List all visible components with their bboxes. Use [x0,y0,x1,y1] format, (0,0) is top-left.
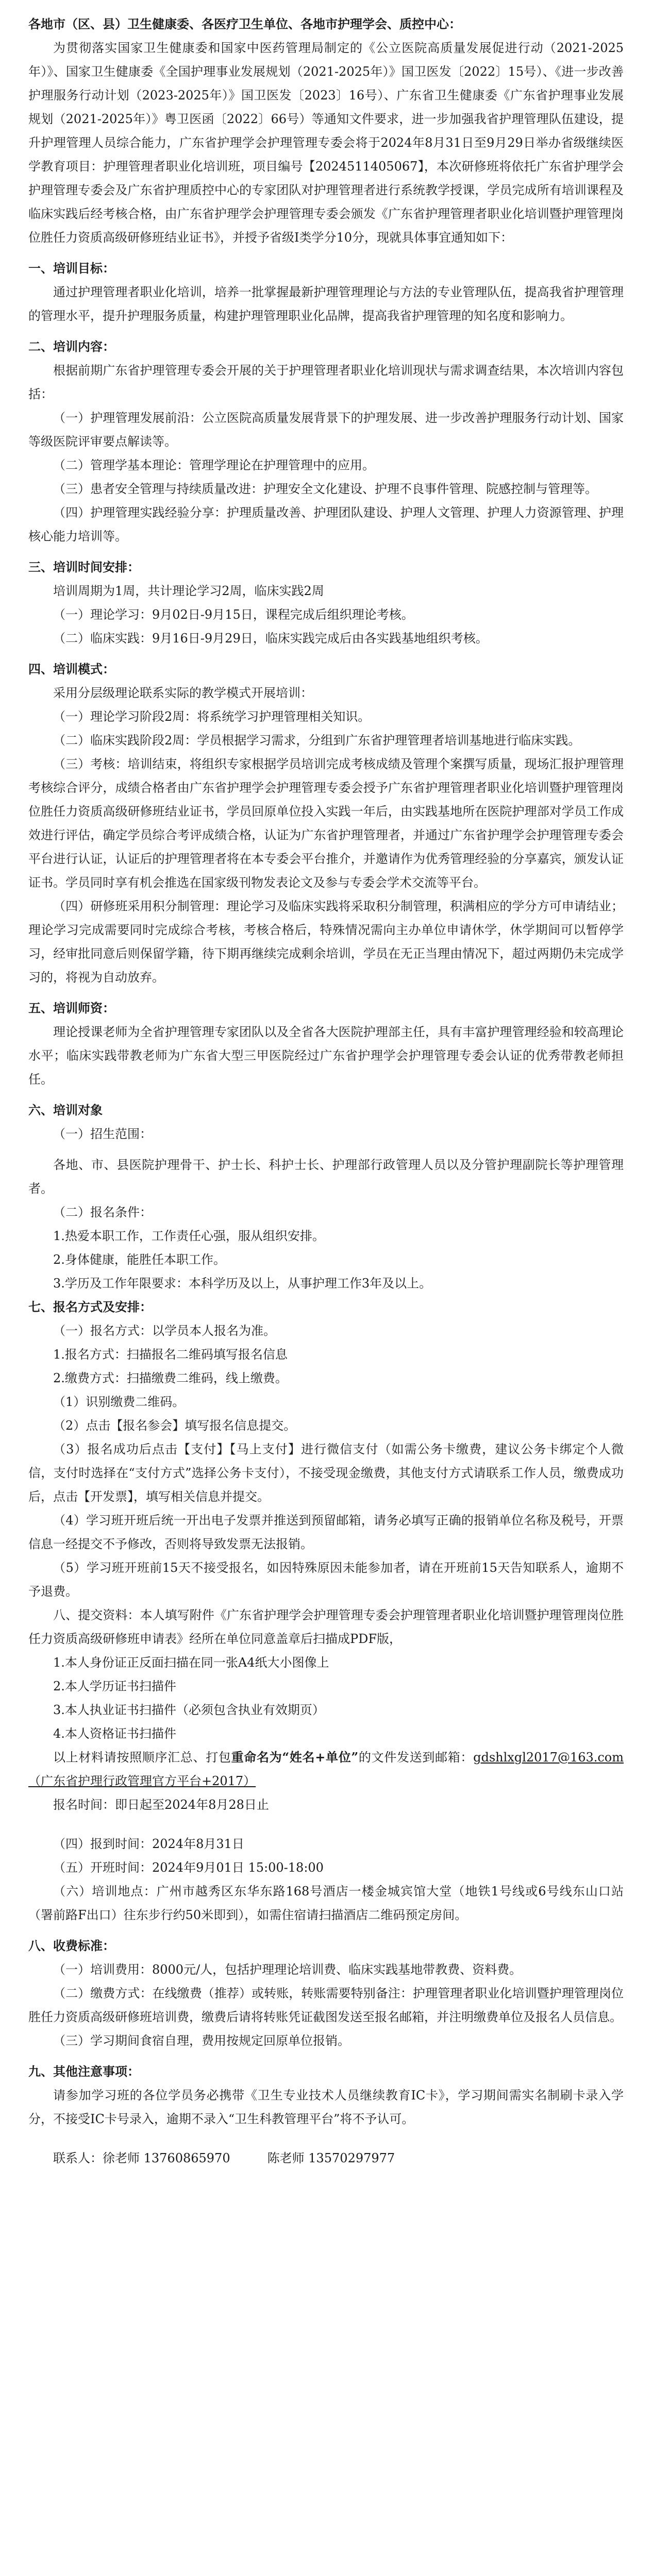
goal-paragraph: 通过护理管理者职业化培训，培养一批掌握最新护理管理理论与方法的专业管理队伍，提高我省护理管理的管理水平，提升护理服务质量，构建护理管理职业化品牌，提高我省护理管理的知名度和影响力。 [28,285,624,323]
schedule-item: （二）临床实践：9月16日-9月29日，临床实践完成后由各实践基地组织考核。 [53,631,488,646]
mode-item: （四）研修班采用积分制管理：理论学习及临床实践将采取积分制管理，积满相应的学分方可申请结业；理论学习完成需要同时完成综合考核，考核合格后，特殊情况需向主办单位申请休学，休学期间可以暂停学习，经审批同意后则保留学籍，待下期再继续完成剩余培训，学员在无正当理由情况下，超过两期仍未完成学习的，将视为自动放弃。 [28,899,624,985]
target-subtitle: （一）招生范围： [53,1127,152,1141]
notice-body [28,12,624,2170]
target-range: 各地、市、县医院护理骨干、护士长、科护士长、护理部行政管理人员以及分管护理副院长等护理管理者。 [28,1158,624,1196]
event-item: （四）报到时间：2024年8月31日 [53,1837,244,1851]
content-item: （二）管理学基本理论：管理学理论在护理管理中的应用。 [53,458,375,472]
fee-item: （二）缴费方式：在线缴费（推荐）或转账，转账需要特别备注：护理管理者职业化培训暨护理管理岗位胜任力资质高级研修班培训费，缴费后请将转账凭证截图发送至报名邮箱，并注明缴费单位及报名人员信息。 [28,1986,624,2024]
document-item: 2.本人学历证书扫描件 [53,1679,176,1693]
mode-item: （二）临床实践阶段2周：学员根据学习需求，分组到广东省护理管理者培训基地进行临床实践。 [53,733,581,748]
contacts: 联系人：徐老师 13760865970 陈老师 13570297977 [53,2151,395,2165]
schedule-item: （一）理论学习：9月02日-9月15日，课程完成后组织理论考核。 [53,607,414,622]
section-title-fees: 八、收费标准： [28,1939,115,1953]
fee-item: （三）学习期间食宿自理，费用按规定回原单位报销。 [53,2033,350,2048]
event-item: （五）开班时间：2024年9月01日 15:00-18:00 [53,1860,324,1875]
requirement-title: （二）报名条件： [53,1205,152,1219]
section-title-faculty: 五、培训师资： [28,1001,115,1015]
document-item: 3.本人执业证书扫描件（必须包含执业有效期页） [53,1703,325,1717]
section-title-content: 二、培训内容： [28,340,115,354]
event-item: （六）培训地点：广州市越秀区东华东路168号酒店一楼金城宾馆大堂（地铁1号线或6号线东山口站（署前路F出口）往东步行约50米即到），如需住宿请扫描酒店二维码预定房间。 [28,1884,624,1922]
content-intro: 根据前期广东省护理管理专委会开展的关于护理管理者职业化培训现状与需求调查结果，本次培训内容包括： [28,363,624,401]
fee-item: （一）培训费用：8000元/人，包括护理理论培训费、临床实践基地带教费、资料费。 [53,1962,522,1977]
documents-intro: 本人填写附件《广东省护理学会护理管理专委会护理管理者职业化培训暨护理管理岗位胜任力资质高级研修班申请表》经所在单位同意盖章后扫描成PDF版， [28,1608,624,1646]
mail-instruction: 以上材料请按照顺序汇总、打包重命名为“姓名+单位”的文件发送到邮箱：gdshlxgl2017@163.com（广东省护理行政管理官方平台+2017） [28,1750,624,1788]
registration-item: （4）学习班开班后统一开出电子发票并推送到预留邮箱，请务必填写正确的报销单位名称及税号，开票信息一经提交不予修改，否则将导致发票无法报销。 [28,1513,624,1551]
registration-item: （2）点击【报名参会】填写报名信息提交。 [53,1418,296,1433]
content-item: （三）患者安全管理与持续质量改进：护理安全文化建设、护理不良事件管理、院感控制与管理等。 [53,482,597,496]
registration-item: 2.缴费方式：扫描缴费二维码，线上缴费。 [53,1371,288,1385]
intro-paragraph: 为贯彻落实国家卫生健康委和国家中医药管理局制定的《公立医院高质量发展促进行动（2021-2025年）》、国家卫生健康委《全国护理事业发展规划（2021-2025年）》国卫医发〔2022〕15号）、《进一步改善护理服务行动计划（2023-2025年）》国卫医发〔2023〕16号）、广东省卫生健康委《广东省护理事业发展规划（2021-2025年）》粤卫医函〔2022〕66号）等通知文件要求，进一步加强我省护理管理队伍建设，提升护理管理人员综合能力，广东省护理学会护理管理专委会将于2024年8月31日至9月29日举办省级继续医学教育项目：护理管理者职业化培训班，项目编号【2024511405067】，本次研修班将依托广东省护理学会护理管理专委会及广东省护理质控中心的专家团队对护理管理者进行系统教学授课，学员完成所有培训课程及临床实践后经考核合格，由广东省护理学会护理管理专委会颁发《广东省护理管理者职业化培训暨护理管理岗位胜任力资质高级研修班结业证书》，并授予省级Ⅰ类学分10分，现就具体事宜通知如下： [28,41,624,245]
registration-item: （5）学习班开班前15天不接受报名，如因特殊原因未能参加者，请在开班前15天告知联系人，逾期不予退费。 [28,1561,624,1599]
email-note: （广东省护理行政管理官方平台+2017） [28,1774,256,1788]
document-item: 4.本人资格证书扫描件 [53,1726,176,1741]
content-item: （一）护理管理发展前沿：公立医院高质量发展背景下的护理发展、进一步改善护理服务行动计划、国家等级医院评审要点解读等。 [28,411,624,449]
documents-title: 八、提交资料： [53,1608,140,1622]
section-title-registration: 七、报名方式及安排： [28,1300,152,1314]
registration-intro: （一）报名方式：以学员本人报名为准。 [53,1324,276,1338]
requirement-item: 2.身体健康，能胜任本职工作。 [53,1252,226,1267]
registration-item: （3）报名成功后点击【支付】【马上支付】进行微信支付（如需公务卡缴费，建议公务卡绑定个人微信，支付时选择在“支付方式”选择公务卡支付），不接受现金缴费，其他支付方式请联系工作人员，缴费成功后，点击【开发票】，填写相关信息并提交。 [28,1442,624,1504]
rename-rule: 重命名为“姓名+单位” [231,1750,359,1765]
salutation: 各地市（区、县）卫生健康委、各医疗卫生单位、各地市护理学会、质控中心： [28,16,461,31]
mode-item: （三）考核：培训结束，将组织专家根据学员培训完成考核成绩及管理个案撰写质量，现场汇报护理管理考核综合评分，成绩合格者由广东省护理学会护理管理专委会授予广东省护理管理者职业化培训暨护理管理岗位胜任力资质高级研修班结业证书，学员回原单位投入实践一年后，由实践基地所在医院护理部对学员工作成效进行评估，确定学员综合考评成绩合格，认证为广东省护理管理者，并通过广东省护理学会护理管理专委会平台进行认证，认证后的护理管理者将在本专委会平台推介，并邀请作为优秀管理经验的分享嘉宾，颁发认证证书。学员同时享有机会推选在国家级刊物发表论文及参与专委会学术交流等平台。 [28,757,624,890]
section-title-goal: 一、培训目标： [28,261,115,276]
requirement-item: 1.热爱本职工作，工作责任心强，服从组织安排。 [53,1229,325,1243]
content-item: （四）护理管理实践经验分享：护理质量改善、护理团队建设、护理人文管理、护理人力资源管理、护理核心能力培训等。 [28,505,624,544]
schedule-item: 培训周期为1周，共计理论学习2周，临床实践2周 [53,584,324,598]
mode-intro: 采用分层级理论联系实际的教学模式开展培训： [53,686,313,700]
registration-item: （1）识别缴费二维码。 [53,1395,185,1409]
document-item: 1.本人身份证正反面扫描在同一张A4纸大小图像上 [53,1655,329,1670]
section-title-notes: 九、其他注意事项： [28,2064,140,2079]
registration-deadline: 报名时间：即日起至2024年8月28日止 [53,1798,269,1812]
section-title-schedule: 三、培训时间安排： [28,560,140,574]
documents-paragraph [28,1603,624,1651]
registration-item: 1.报名方式：扫描报名二维码填写报名信息 [53,1347,288,1362]
email-link[interactable]: gdshlxgl2017@163.com [473,1750,624,1765]
section-title-mode: 四、培训模式： [28,662,115,676]
mode-item: （一）理论学习阶段2周：将系统学习护理管理相关知识。 [53,709,371,724]
faculty-paragraph: 理论授课老师为全省护理管理专家团队以及全省各大医院护理部主任，具有丰富护理管理经验和较高理论水平；临床实践带教老师为广东省大型三甲医院经过广东省护理学会护理管理专委会认证的优秀带教老师担任。 [28,1025,624,1087]
requirement-item: 3.学历及工作年限要求：本科学历及以上，从事护理工作3年及以上。 [53,1276,432,1291]
notes-paragraph: 请参加学习班的各位学员务必携带《卫生专业技术人员继续教育IC卡》，学习期间需实名制刷卡录入学分，不接受IC卡号录入，逾期不录入“卫生科教管理平台”将不予认可。 [28,2088,624,2126]
section-title-target: 六、培训对象 [28,1103,103,1117]
